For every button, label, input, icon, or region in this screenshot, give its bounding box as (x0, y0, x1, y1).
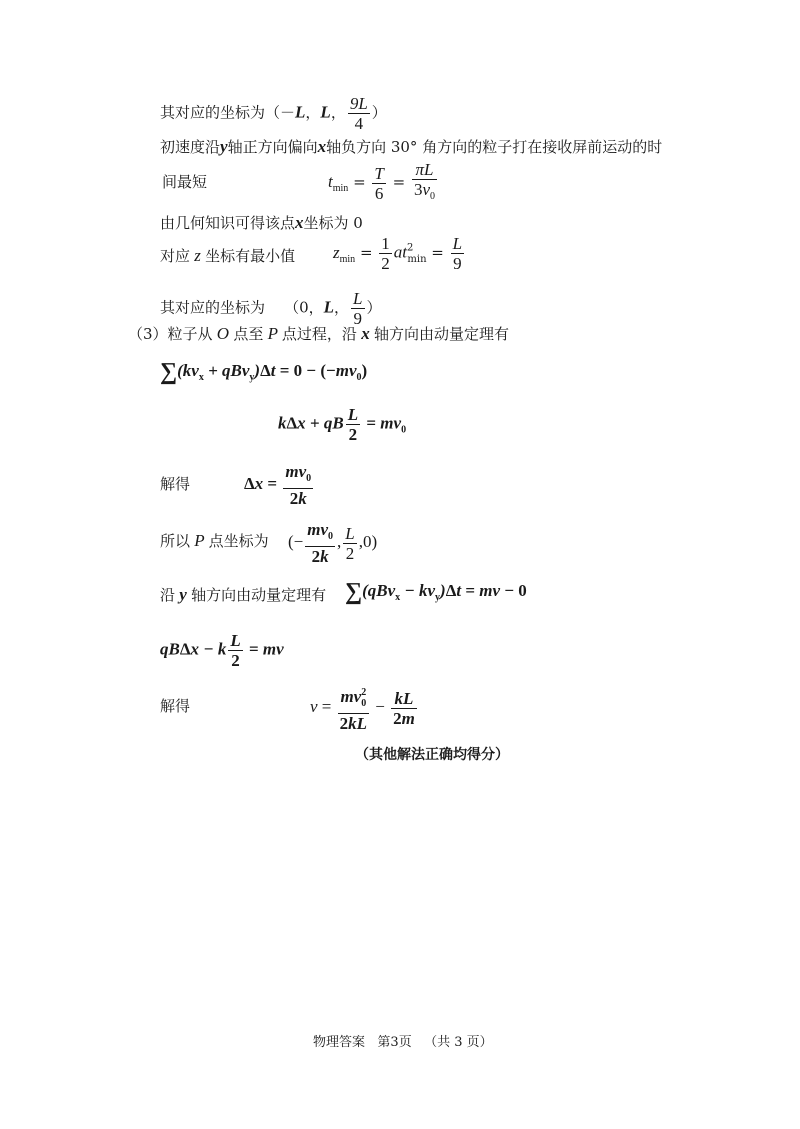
formula-zmin: $z_{min}$ = $\frac{1}{2}$ $at^2_{min}$ = $\frac{L}{9}$ (333, 234, 463, 273)
text-line-z-min: 对应 z 坐标有最小值 (160, 246, 296, 265)
formula-momentum-x: kΔx + qB $\frac{L}{2}$ = $mv_0$ (278, 405, 407, 444)
formula-momentum-y: qBΔx − k $\frac{L}{2}$ = mv (160, 631, 284, 670)
note-other-methods: （其他解法正确均得分） (355, 747, 509, 763)
formula-p-coordinate: (− $\frac{mv_0}{2k}$ , $\frac{L}{2}$ ,0) (288, 520, 378, 566)
formula-momentum-x-sum: $\sum(kv_x + qBv_y)\Delta t = 0 - (-mv_0)$ (160, 359, 368, 385)
text-line-momentum-y: 沿 y 轴方向由动量定理有 (160, 585, 327, 604)
formula-tmin: $t_{min}$ = $\frac{T}{6}$ = $\frac{\pi L}{3v_0}$ (328, 160, 436, 203)
formula-delta-x: Δx = $\frac{mv_0}{2k}$ (244, 462, 312, 508)
text-line-solve-1: 解得 (160, 475, 191, 493)
text-line-x-coordinate: 由几何知识可得该点x坐标为 0 (160, 213, 363, 232)
formula-velocity: v = $\frac{mv^2_0}{2kL}$ − $\frac{kL}{2m}$ (310, 683, 419, 733)
footer-total: （共 3 页） (424, 1035, 493, 1050)
text-line-solve-2: 解得 (160, 697, 191, 715)
text-line-part-3: （3）粒子从 O 点至 P 点过程，沿 x 轴方向由动量定理有 (128, 324, 509, 343)
text-line-initial-velocity: 初速度沿y轴正方向偏向x轴负方向 30° 角方向的粒子打在接收屏前运动的时 (160, 137, 663, 156)
label-coordinate: 其对应的坐标为（－ (160, 103, 296, 122)
text-line-coordinate-2: 其对应的坐标为 （0，L， $\frac{L}{9}$ ） (160, 289, 382, 328)
text-line-p-coordinate: 所以 P 点坐标为 (160, 531, 269, 550)
page-footer (313, 1033, 493, 1053)
formula-momentum-y-sum: $\sum(qBv_x - kv_y)\Delta t$ = mv − 0 (345, 579, 527, 605)
text-line-coordinate-1: 其对应的坐标为（－L，L， $\frac{9L}{4}$ ） (160, 94, 387, 133)
text-line-shortest-time: 间最短 (162, 173, 208, 191)
footer-subject: 物理答案 (313, 1035, 366, 1050)
footer-page: 第3页 (377, 1035, 412, 1050)
